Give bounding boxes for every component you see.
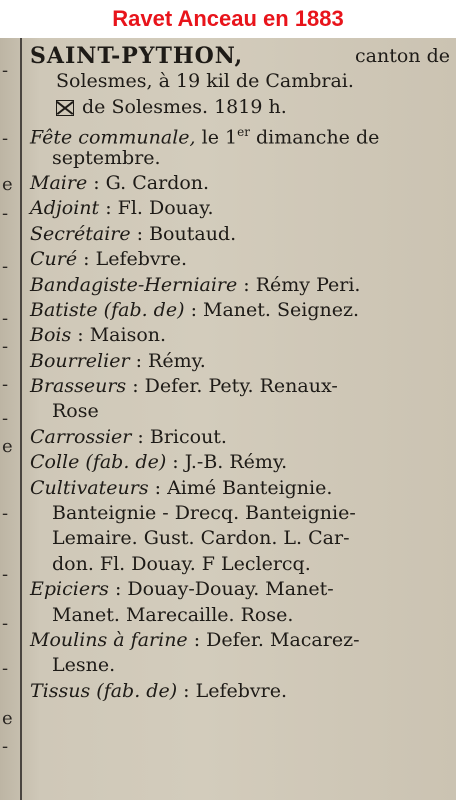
entry-row	[30, 349, 450, 374]
row-text: : Rémy Peri.	[243, 273, 361, 296]
entry-post-line	[30, 95, 450, 120]
row-continuation: Manet. Marecaille. Rose.	[52, 603, 294, 626]
row-label: Curé	[30, 248, 78, 271]
row-text: : Aimé Banteignie.	[154, 476, 333, 499]
row-continuation: Lesne.	[52, 654, 116, 677]
row-text: : Defer. Pety. Renaux-	[132, 375, 338, 398]
place-name: SAINT-PYTHON,	[30, 43, 244, 69]
row-continuation: Lemaire. Gust. Cardon. L. Car-	[52, 527, 350, 550]
fete-text: le 1	[201, 126, 238, 149]
fete-line	[30, 120, 450, 149]
row-label: Bandagiste-Herniaire	[30, 273, 238, 296]
margin-mark: -	[2, 613, 9, 634]
margin-mark: -	[2, 736, 9, 757]
row-label: Cultivateurs	[30, 476, 149, 499]
row-text: : Fl. Douay.	[105, 197, 214, 220]
row-label: Carrossier	[30, 425, 132, 448]
margin-mark: -	[2, 308, 9, 329]
row-text: : Rémy.	[135, 349, 206, 372]
entry-row	[30, 476, 450, 501]
entry-row	[30, 222, 450, 247]
row-label: Adjoint	[30, 197, 100, 220]
entry-row	[30, 450, 450, 475]
margin-mark: e	[2, 436, 13, 457]
fete-sup: er	[237, 125, 250, 140]
column-rule	[20, 38, 22, 800]
row-continuation: Banteignie - Drecq. Banteignie-	[52, 502, 356, 525]
row-label: Maire	[30, 171, 88, 194]
entry-row	[30, 298, 450, 323]
row-text: : J.-B. Rémy.	[172, 451, 288, 474]
post-office-icon	[56, 100, 74, 116]
row-continuation: don. Fl. Douay. F Leclercq.	[52, 552, 311, 575]
row-label: Tissus (fab. de)	[30, 679, 178, 702]
margin-mark: -	[2, 503, 9, 524]
entry-row	[30, 628, 450, 653]
row-text: : Douay-Douay. Manet-	[114, 578, 334, 601]
entry-row	[30, 577, 450, 602]
header-rest: canton de	[355, 45, 450, 67]
entry-row	[30, 247, 450, 272]
directory-entry	[30, 44, 450, 704]
margin-mark: -	[2, 203, 9, 224]
margin-mark: -	[2, 336, 9, 357]
margin-mark: e	[2, 708, 13, 729]
row-text: : Lefebvre.	[183, 679, 288, 702]
entry-row	[30, 273, 450, 298]
row-text: : Lefebvre.	[83, 248, 187, 271]
post-text: de Solesmes. 1819 h.	[82, 95, 287, 118]
row-text: : Boutaud.	[136, 222, 237, 245]
entry-row	[30, 196, 450, 221]
row-text: : Bricout.	[137, 425, 227, 448]
entry-header-line	[30, 44, 450, 69]
entry-row	[30, 374, 450, 399]
row-label: Colle (fab. de)	[30, 451, 167, 474]
entry-row	[30, 679, 450, 704]
fete-text-b: dimanche de	[255, 126, 380, 149]
margin-mark: e	[2, 174, 13, 195]
row-text: : Manet. Seignez.	[190, 298, 360, 321]
margin-mark: -	[2, 408, 9, 429]
margin-mark: -	[2, 658, 9, 679]
row-label: Epiciers	[30, 578, 109, 601]
row-text: : G. Cardon.	[93, 171, 210, 194]
entry-row	[30, 171, 450, 196]
entry-row	[30, 323, 450, 348]
margin-mark: -	[2, 128, 9, 149]
page-banner: Ravet Anceau en 1883	[0, 0, 456, 38]
entry-location-line: Solesmes, à 19 kil de Cambrai.	[56, 70, 354, 93]
margin-mark: -	[2, 564, 9, 585]
margin-mark: -	[2, 60, 9, 81]
row-label: Moulins à farine	[30, 628, 188, 651]
entry-row	[30, 425, 450, 450]
row-label: Secrétaire	[30, 222, 131, 245]
row-label: Bois	[30, 324, 72, 347]
margin-mark: -	[2, 374, 9, 395]
row-continuation: Rose	[52, 400, 99, 423]
row-text: : Maison.	[77, 324, 167, 347]
row-label: Bourrelier	[30, 349, 130, 372]
row-text: : Defer. Macarez-	[193, 628, 360, 651]
row-label: Brasseurs	[30, 375, 127, 398]
fete-cont: septembre.	[52, 146, 161, 169]
row-label: Batiste (fab. de)	[30, 298, 185, 321]
fete-label: Fête communale,	[30, 126, 196, 149]
margin-mark: -	[2, 256, 9, 277]
